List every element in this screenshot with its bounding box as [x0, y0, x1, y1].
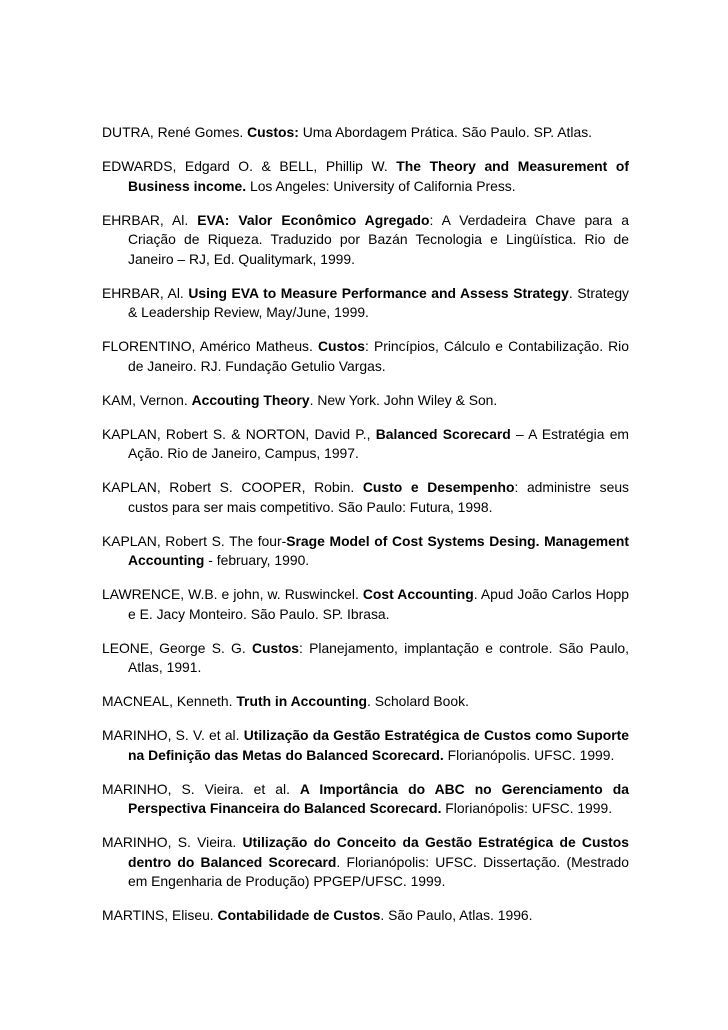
reference-text: Florianópolis. UFSC. 1999. [443, 746, 615, 763]
reference-text: : Planejamento, implantação e controle. São Paulo, Atlas, 1991. [128, 639, 630, 675]
reference-text: - february, 1990. [204, 552, 310, 568]
reference-text: KAPLAN, Robert S. & NORTON, David P., [102, 425, 376, 442]
reference-text: KAPLAN, Robert S. COOPER, Robin. [102, 479, 363, 495]
reference-entry [102, 585, 629, 624]
reference-title: Custos [251, 639, 300, 656]
reference-title: Custos [317, 338, 366, 354]
reference-text: KAM, Vernon. [102, 391, 192, 408]
reference-entry [102, 211, 629, 270]
reference-text: : administre seus custos para ser mais competitivo. São Paulo: Futura, 1998. [128, 479, 629, 515]
reference-title: Using EVA to Measure Performance and Assess Strategy [188, 284, 569, 301]
reference-text: MACNEAL, Kenneth. [102, 693, 237, 709]
reference-entry [102, 478, 629, 517]
reference-entry [102, 123, 629, 143]
reference-entry [102, 906, 629, 926]
reference-entry [102, 692, 629, 712]
reference-entry [102, 157, 629, 196]
reference-title: The Theory and Measurement of Business income. [128, 158, 629, 194]
reference-title: A Importância do ABC no Gerenciamento da Perspectiva Financeira do Balanced Scorecard. [128, 780, 629, 816]
reference-text: . New York. John Wiley & Son. [309, 391, 498, 408]
reference-entry [102, 726, 629, 765]
reference-text: MARINHO, S. V. et al. [102, 727, 244, 743]
reference-text: Los Angeles: University of California Press. [246, 177, 516, 194]
reference-text: Uma Abordagem Prática. São Paulo. SP. Atlas. [298, 124, 592, 140]
reference-text: LAWRENCE, W.B. e john, w. Ruswinckel. [102, 586, 363, 602]
reference-text: MARINHO, S. Vieira. et al. [102, 780, 300, 797]
reference-entry [102, 391, 629, 411]
reference-title: Custo e Desempenho [362, 479, 515, 495]
reference-title: EVA: Valor Econômico Agregado [197, 211, 430, 228]
reference-text: KAPLAN, Robert S. The four- [102, 532, 287, 549]
reference-text: : A Verdadeira Chave para a Criação de Riqueza. Traduzido por Bazán Tecnologia e Lingüística. Rio de Janeiro – RJ, Ed. Qualitymark, 1999. [128, 211, 629, 267]
reference-text: DUTRA, René Gomes. [102, 124, 248, 140]
reference-text: EHRBAR, Al. [102, 211, 198, 228]
reference-entry [102, 532, 629, 571]
reference-text: . Florianópolis: UFSC. Dissertação. (Mestrado em Engenharia de Produção) PPGEP/UFSC. 1999. [128, 853, 629, 889]
reference-entry [102, 833, 629, 892]
reference-title: Truth in Accounting [236, 693, 368, 709]
reference-text: MARINHO, S. Vieira. [102, 834, 243, 850]
reference-text: : Princípios, Cálculo e Contabilização. Rio de Janeiro. RJ. Fundação Getulio Vargas. [128, 338, 629, 374]
reference-title: Contabilidade de Custos [217, 907, 381, 923]
reference-text: . Apud João Carlos Hopp e E. Jacy Monteiro. São Paulo. SP. Ibrasa. [128, 586, 629, 622]
reference-title: Utilização da Gestão Estratégica de Custos como Suporte na Definição das Metas do Balanced Scorecard. [128, 727, 629, 763]
reference-text: . Scholard Book. [367, 693, 469, 709]
reference-title: Accouting Theory [191, 391, 310, 408]
reference-title: Srage Model of Cost Systems Desing. Management Accounting [128, 532, 629, 568]
reference-title: Balanced Scorecard [375, 425, 511, 442]
reference-entry [102, 337, 629, 376]
reference-entry [102, 284, 629, 323]
reference-text: MARTINS, Eliseu. [102, 907, 218, 923]
reference-text: EHRBAR, Al. [102, 284, 189, 301]
reference-text: – A Estratégia em Ação. Rio de Janeiro, Campus, 1997. [128, 425, 630, 461]
reference-entry [102, 639, 629, 678]
reference-text: EDWARDS, Edgard O. & BELL, Phillip W. [102, 158, 397, 174]
reference-title: Cost Accounting [362, 586, 474, 602]
reference-title: Custos: [247, 124, 299, 140]
reference-text: LEONE, George S. G. [102, 639, 252, 656]
reference-text: . Strategy & Leadership Review, May/June, 1999. [128, 284, 629, 320]
bibliography-page [102, 123, 629, 940]
reference-text: FLORENTINO, Américo Matheus. [102, 338, 318, 354]
reference-entry [102, 425, 629, 464]
reference-text: Florianópolis: UFSC. 1999. [441, 800, 613, 816]
reference-title: Utilização do Conceito da Gestão Estratégica de Custos dentro do Balanced Scorecard [128, 834, 630, 870]
reference-entry [102, 780, 629, 819]
reference-text: . São Paulo, Atlas. 1996. [380, 907, 533, 923]
